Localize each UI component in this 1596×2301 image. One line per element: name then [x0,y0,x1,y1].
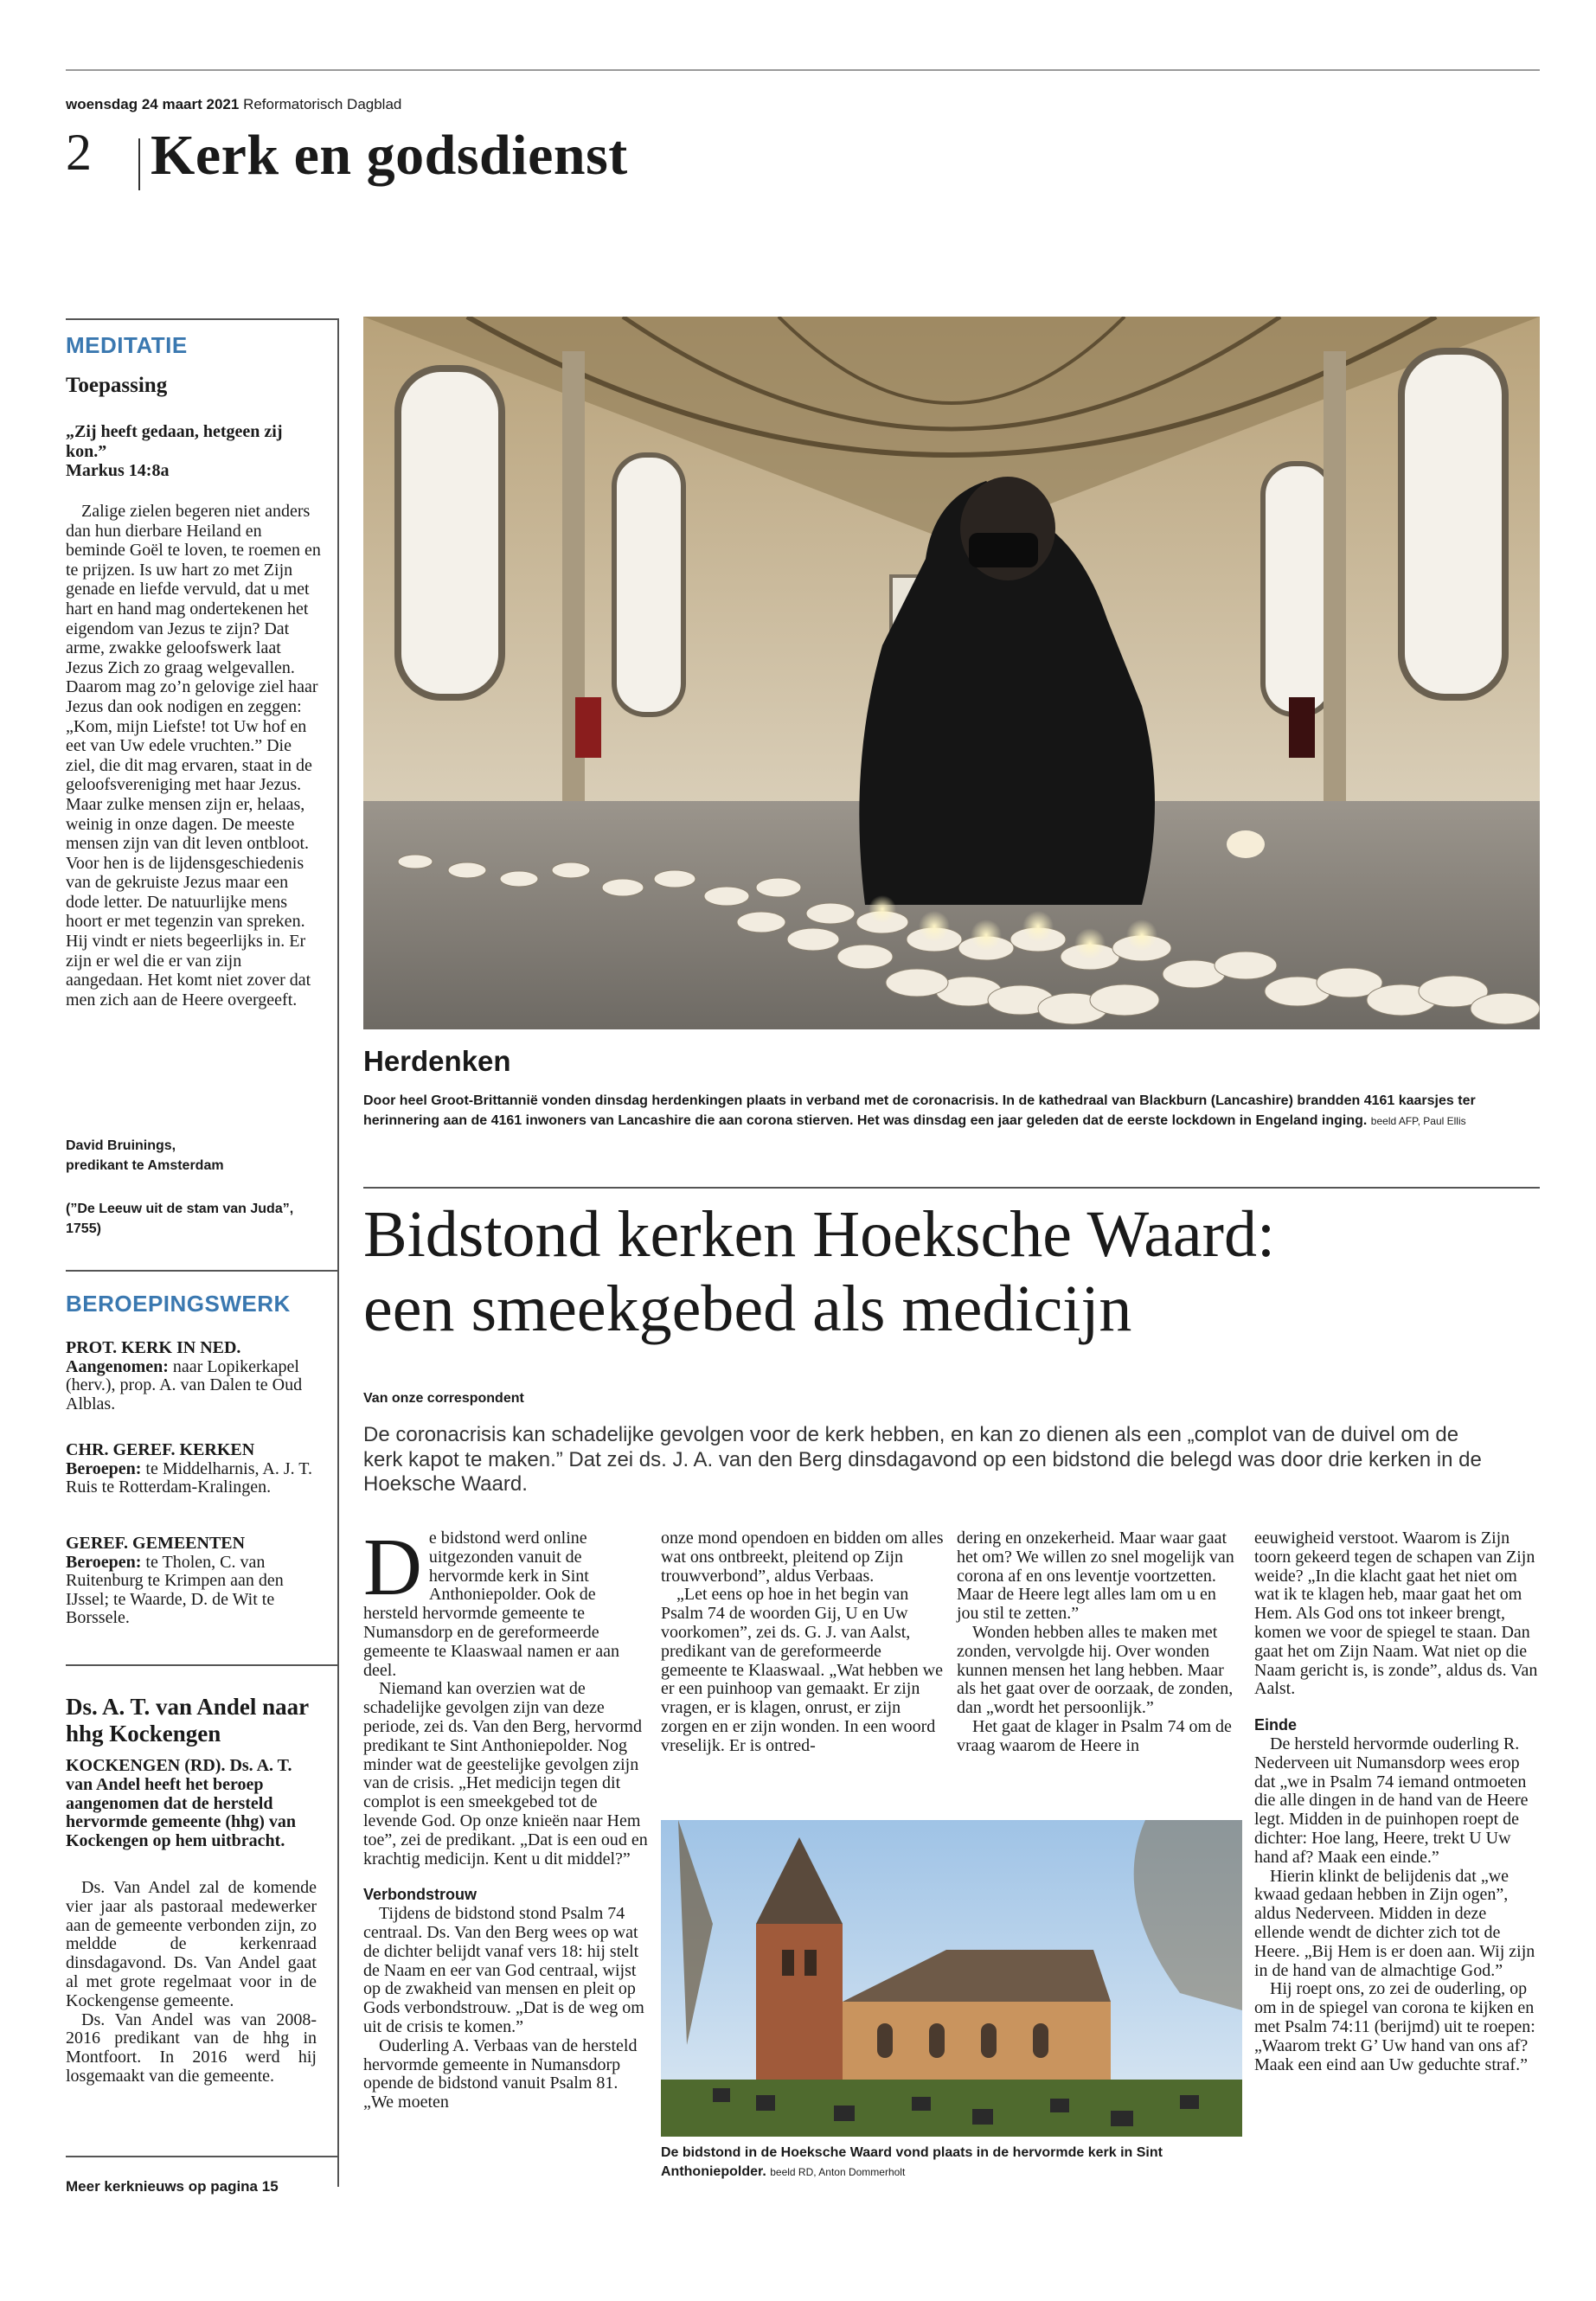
meditatie-body: Zalige zielen begeren niet anders dan hun dierbare Heiland en beminde Goël te loven, te roemen en te prijzen. Is uw hart zo met Zijn genade en liefde vervuld, dat u met hart en hand mag ondertekenen het eigendom van Jezus te zijn? Dat arme, zwakke geloofswerk laat Jezus Zich zo graag welgevallen. Daarom mag zo’n gelovige ziel haar Jezus dan ook nodigen en zeggen: „Kom, mijn Liefste! tot Uw hof en eet van Uw edele vruchten.” Die ziel, die dit mag ervaren, staat in de geloofsvereniging met haar Jezus. Maar zulke mensen zijn er, helaas, weinig in onze dagen. De meeste mensen zijn van dit leven ontbloot. Voor hen is de lijdensgeschiedenis van de gekruiste Jezus maar een dode letter. De natuurlijke mens hoort er met tegenzin van spreken. Hij vindt er niets begeerlijks in. Er zijn er wel die er van zijn aangedaan. Het komt niet zover dat men zich aan de Heere overgeeft. [66,502,321,1009]
church-image [661,1820,1242,2137]
article-intro: De coronacrisis kan schadelijke gevolgen voor de kerk hebben, en kan zo dienen als een „complot van de duivel om de kerk kapot te maken.” Dat zei ds. J. A. van den Berg dinsdagavond op een bidstond die belegd was door drie kerken in de Hoeksche Waard. [363,1423,1482,1496]
beroepingswerk-label: BEROEPINGSWERK [66,1291,291,1317]
drop-cap: D [363,1522,422,1612]
dateline: woensdag 24 maart 2021 Reformatorisch Dagblad [66,96,402,112]
article-rule [363,1187,1540,1189]
meditatie-source: (”De Leeuw uit de stam van Juda”, 1755) [66,1202,294,1236]
andel-body: Ds. Van Andel zal de komende vier jaar als pastoraal medewerker aan de gemeente verbonden zijn, zo meldde de kerkenraad dinsdagavond. Ds. Van Andel gaat al met grote regelmaat voor in de Kockengense gemeente. Ds. Van Andel was van 2008-2016 predikant van de hhg in Montfoort. In 2016 werd hij losgemaakt van die gemeente. [66,1878,317,2086]
article-column-4: eeuwigheid verstoot. Waarom is Zijn toorn gekeerd tegen de schapen van Zijn weide? „In die klacht gaat het niet om wat ik te klagen heb, maar gaat het om Hem. Als God ons tot inkeer brengt, komen we voor de spiegel te staan. Dan gaat het om Zijn Naam. Wat niet op die Naam gericht is, is zonde”, aldus ds. Van Aalst. Einde De hersteld hervormde ouderling R. Nederveen uit Numansdorp wees erop dat „we in Psalm 74 iemand ontmoeten die alle dingen in de hand van de Heere legt. Midden in de puinhopen roept de dichter: Hoe lang, Heere, trekt U Uw hand af? Maak een einde.” Hierin klinkt de belijdenis dat „we kwaad gedaan hebben in Zijn ogen”, aldus Nederveen. Midden in deze ellende wendt de dichter zich tot de Heere. „Bij Hem is er doen aan. Wij zijn in de hand van de almachtige God.” Hij roept ons, zo zei de ouderling, op om in de spiegel van corona te kijken en met Psalm 74:11 (berijmd) uit te roepen: „Waarom trekt G’ Uw hand van ons af? Maak een eind aan Uw geduchte straf.” [1254,1529,1540,2074]
church-photo [661,1820,1242,2137]
section-title: Kerk en godsdienst [151,124,628,187]
subheading: Verbondstrouw [363,1886,478,1904]
article-headline: Bidstond kerken Hoeksche Waard: een smeekgebed als medicijn [363,1198,1276,1345]
subheading: Einde [1254,1716,1298,1734]
more-news-link[interactable]: Meer kerknieuws op pagina 15 [66,2178,279,2195]
sidebar-rule [66,1664,339,1666]
beroep-entry: GEREF. GEMEENTEN Beroepen: te Tholen, C. van Ruitenburg te Krimpen aan den IJssel; te Waarde, D. de Wit te Borssele. [66,1534,284,1627]
cathedral-candles-image [363,317,1540,1029]
andel-lead: KOCKENGEN (RD). Ds. A. T. van Andel heeft het beroep aangenomen dat de hersteld hervormde gemeente (hhg) van Kockengen op hem uitbracht. [66,1756,297,1851]
article-column-3: dering en onzekerheid. Maar waar gaat het om? We willen zo snel mogelijk van corona af en ons leventje voortzetten. Maar de Heere legt alles lam om u en jou stil te zetten.” Wonden hebben alles te maken met zonden, vervolgde hij. Over wonden kunnen mensen het lang hebben. Maar als het gaat over de oorzaak, de zonden, dan „wordt het persoonlijk.” Het gaat de klager in Psalm 74 om de vraag waarom de Heere in [957,1529,1234,1755]
meditatie-label: MEDITATIE [66,332,188,358]
top-rule [66,69,1540,71]
cathedral-candles-photo [363,317,1540,1029]
sidebar-rule [66,1270,339,1272]
article-column-2: onze mond opendoen en bidden om alles wat ons ontbreekt, pleitend op Zijn trouwverbond”, aldus Verbaas. „Let eens op hoe in het begin van Psalm 74 de woorden Gij, U en Uw voorkomen”, zei ds. G. J. van Aalst, predikant van de gereformeerde gemeente te Klaaswaal. „Wat hebben we er een puinhoop van gemaakt. Er zijn vragen, er is klagen, onrust, er zijn zorgen en er zijn wonden. In een woord vreselijk. Er is ontred- [661,1529,944,1755]
meditatie-author: David Bruinings, predikant te Amsterdam [66,1138,224,1173]
beroep-entry: PROT. KERK IN NED. Aangenomen: naar Lopikerkapel (herv.), prop. A. van Dalen te Oud Alblas. [66,1338,303,1413]
photo-caption: Door heel Groot-Brittannië vonden dinsdag herdenkingen plaats in verband met de coronacrisis. In de kathedraal van Blackburn (Lancashire) brandden 4161 kaarsjes ter herinnering aan de 4161 inwoners van Lancashire die aan corona stierven. Het was dinsdag een jaar geleden dat de eerste lockdown in Engeland inging. beeld AFP, Paul Ellis [363,1093,1476,1128]
page-number: 2 [66,124,92,181]
church-caption: De bidstond in de Hoeksche Waard vond plaats in de hervormde kerk in Sint Anthoniepolder. beeld RD, Anton Dommerholt [661,2145,1163,2179]
sidebar [66,318,339,2195]
sidebar-rule [66,318,339,320]
sidebar-rule [66,2156,339,2157]
photo-heading: Herdenken [363,1045,511,1077]
meditatie-quote: „Zij heeft gedaan, hetgeen zij kon.” Markus 14:8a [66,422,283,481]
beroep-entry: CHR. GEREF. KERKEN Beroepen: te Middelharnis, A. J. T. Ruis te Rotterdam-Kralingen. [66,1440,312,1497]
article-column-1: De bidstond werd online uitgezonden vanuit de hervormde kerk in Sint Anthoniepolder. Ook de hersteld hervormde gemeente te Numansdorp en de gereformeerde gemeente te Klaaswaal namen er aan deel. Niemand kan overzien wat de schadelijke gevolgen zijn van deze periode, zei ds. Van den Berg, hervormd predikant te Sint Anthoniepolder. Nog minder wat de geestelijke gevolgen zijn van de crisis. „Het medicijn tegen dit complot is een smeekgebed tot de levende God. Op onze knieën naar Hem toe”, zei de predikant. „Dat is een oud en krachtig medicijn. Kent u dit middel?” Verbondstrouw Tijdens de bidstond stond Psalm 74 centraal. Ds. Van den Berg wees op wat de dichter belijdt vanaf vers 18: hij stelt de Naam en eer van God centraal, wijst op de zwakheid van mensen en pleit op Gods verbondstrouw. „Dat is de weg om uit de crisis te komen.” Ouderling A. Verbaas van de hersteld hervormde gemeente in Numansdorp opende de bidstond vanuit Psalm 81. „We moeten [363,1522,648,2112]
meditatie-title: Toepassing [66,374,168,397]
article-byline: Van onze correspondent [363,1391,524,1406]
section-divider [138,138,140,190]
andel-title: Ds. A. T. van Andel naar hhg Kockengen [66,1694,309,1747]
